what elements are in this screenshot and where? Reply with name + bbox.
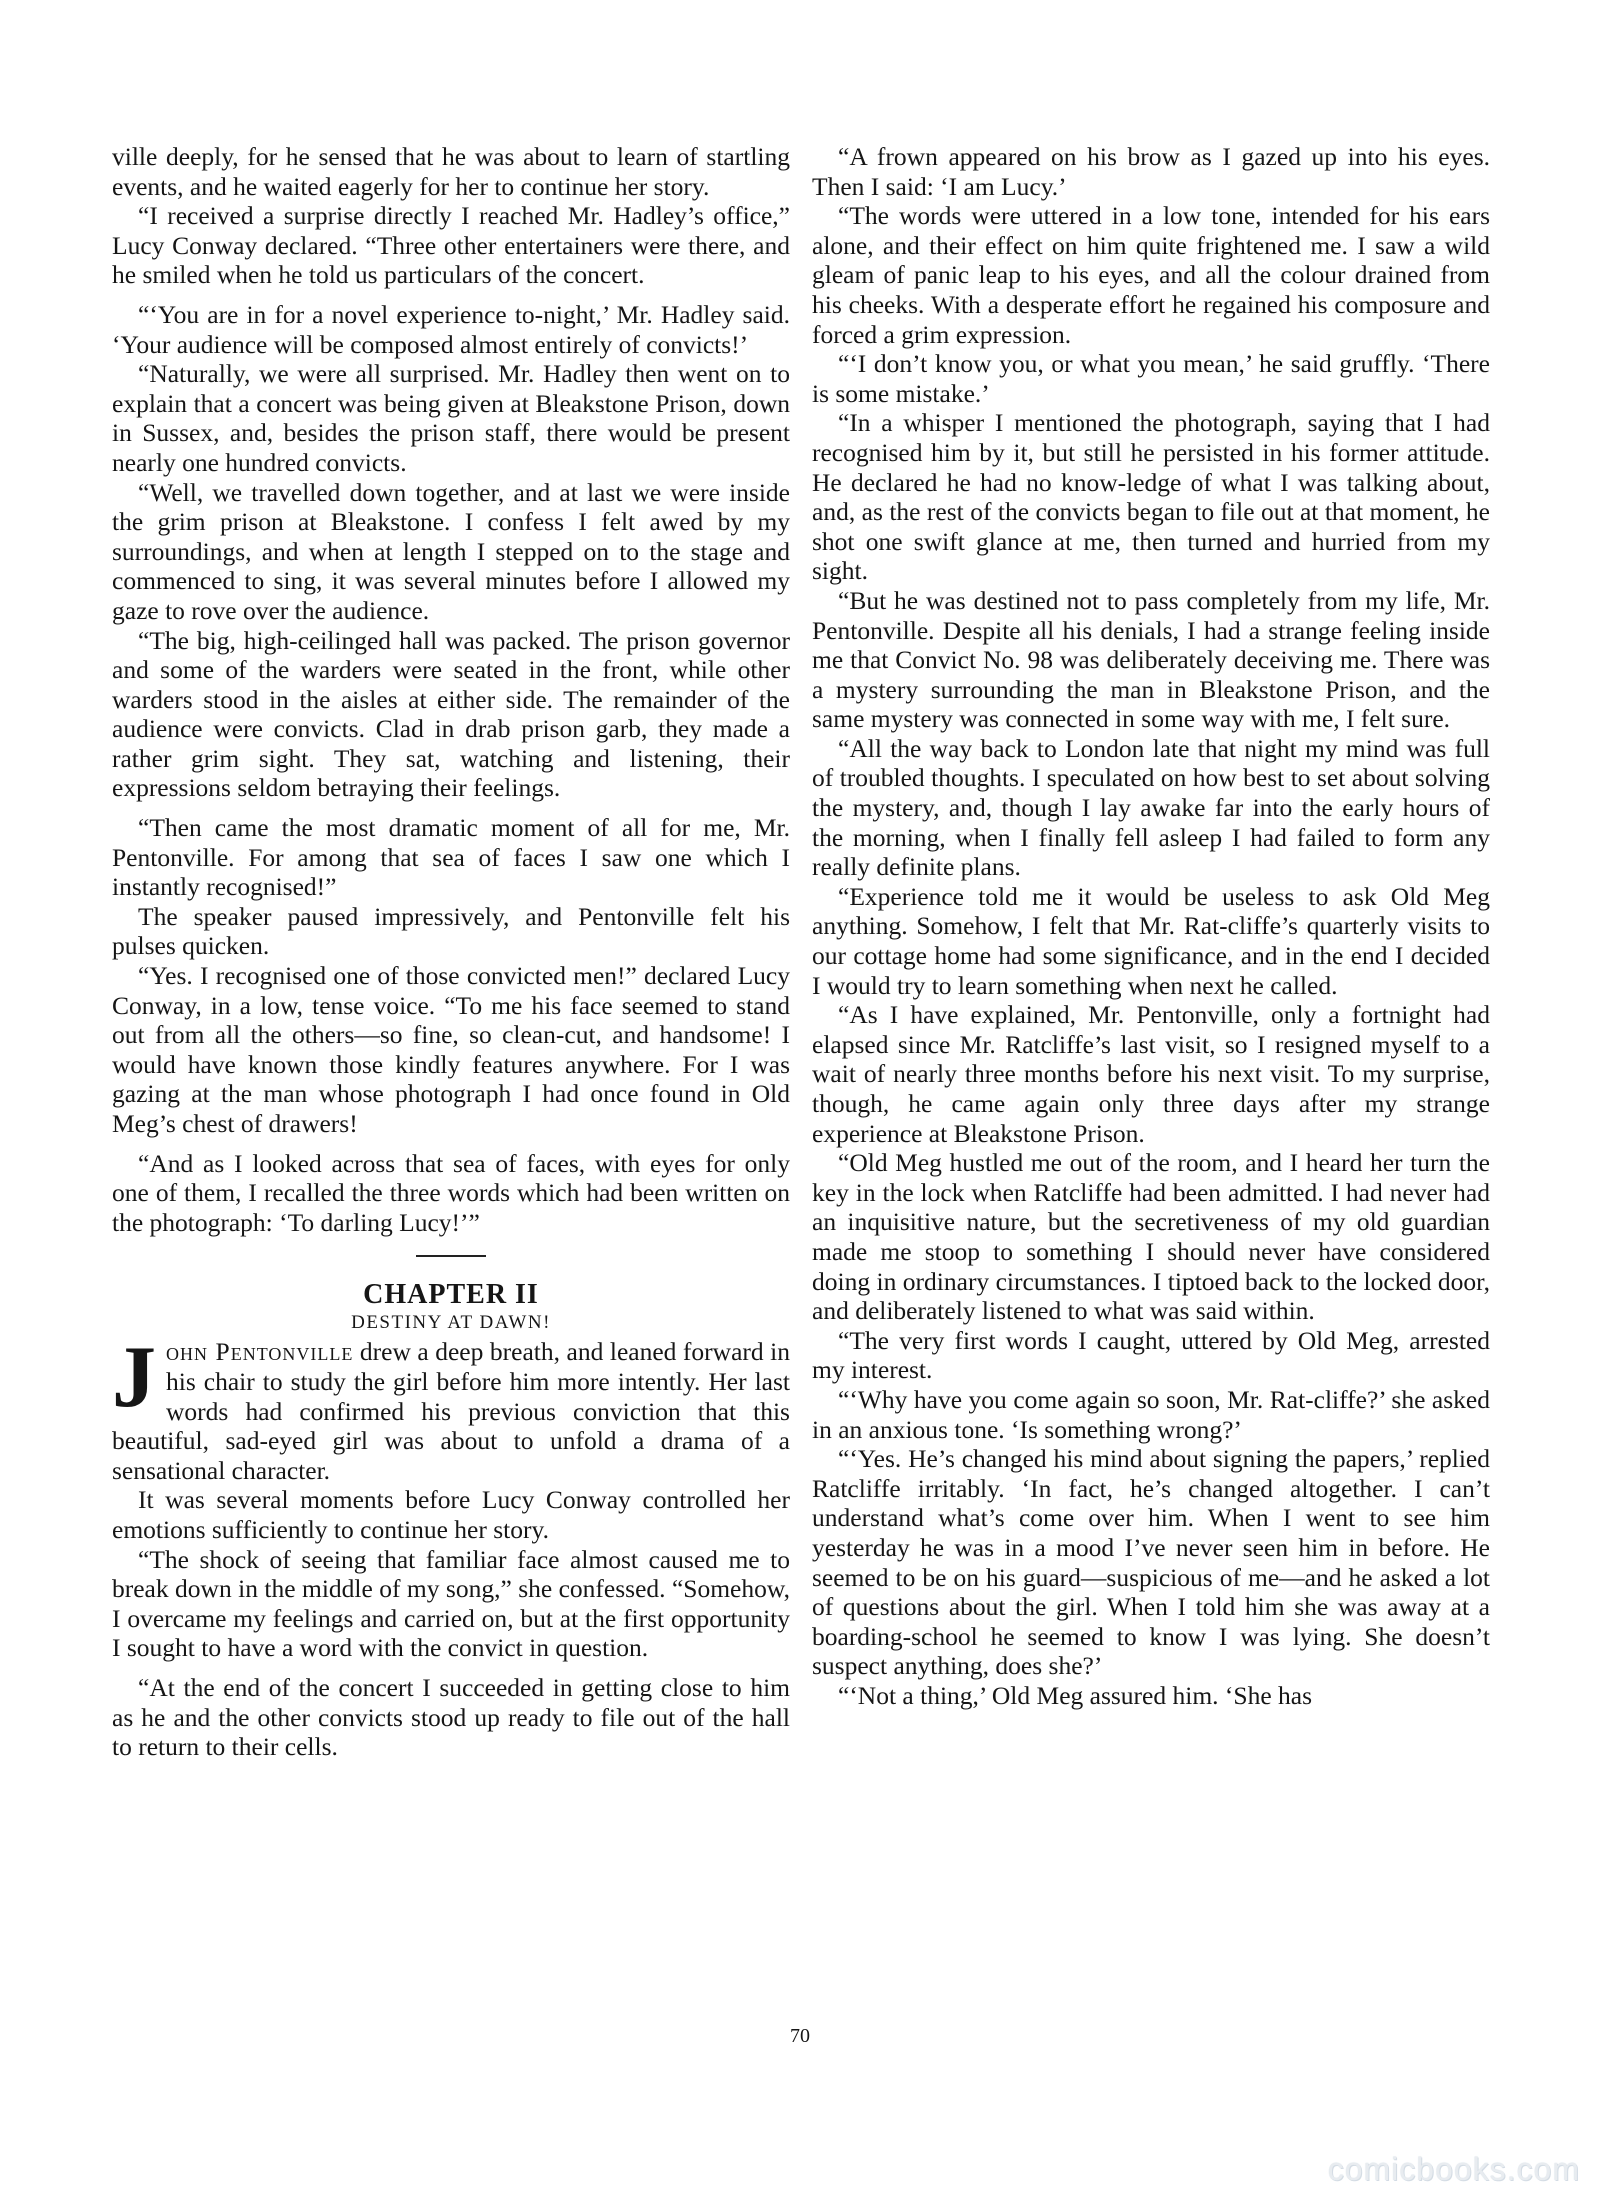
page-number: 70 [790,2025,810,2047]
chapter-opening-paragraph [112,1329,790,1485]
paragraph: “As I have explained, Mr. Pentonville, only a fortnight had elapsed since Mr. Ratcliffe’s last visit, so I resigned myself to a wait of nearly three months before his next visit. To my surprise, though, he came again only three days after my strange experience at Bleakstone Prison. [812,1000,1490,1148]
paragraph: “Then came the most dramatic moment of all for me, Mr. Pentonville. For among that sea of faces I saw one which I instantly recognised!” [112,813,790,902]
paragraph: “‘Yes. He’s changed his mind about signing the papers,’ replied Ratcliffe irritably. ‘In fact, he’s changed altogether. I can’t understand what’s come over him. When I went to see him yesterday he was in a mood I’ve never seen him in before. He seemed to be on his guard—suspicious of me—and he asked a lot of questions about the girl. When I told him she was away at a boarding-school he seemed to know I was lying. She doesn’t suspect anything, does she?’ [812,1444,1490,1681]
paragraph: “The big, high-ceilinged hall was packed. The prison governor and some of the warders were seated in the front, while other warders stood in the aisles at either side. The remainder of the audience were convicts. Clad in drab prison garb, they made a rather grim sight. They sat, watching and listening, their expressions seldom betraying their feelings. [112,625,790,803]
right-column [812,142,1490,1710]
paragraph: The speaker paused impressively, and Pentonville felt his pulses quicken. [112,901,790,961]
drop-cap: J [112,1329,156,1427]
paragraph: “The shock of seeing that familiar face almost caused me to break down in the middle of my song,” she confessed. “Somehow, I overcame my feelings and carried on, but at the first opportunity I sought to have a word with the convict in question. [112,1544,790,1663]
paragraph: “Experience told me it would be useless to ask Old Meg anything. Somehow, I felt that Mr. Rat-cliffe’s quarterly visits to our cottage home had some significance, and in the end I decided I would try to learn something when next he called. [812,881,1490,1000]
paragraph: ville deeply, for he sensed that he was about to learn of startling events, and he waited eagerly for her to continue her story. [112,142,790,201]
paragraph: “And as I looked across that sea of faces, with eyes for only one of them, I recalled the three words which had been written on the photograph: ‘To darling Lucy!’” [112,1148,790,1237]
section-divider [416,1255,486,1257]
paragraph: “‘Why have you come again so soon, Mr. Rat-cliffe?’ she asked in an anxious tone. ‘Is something wrong?’ [812,1384,1490,1444]
left-column [112,142,790,1762]
site-watermark: comicbooks.com [1327,2151,1580,2187]
chapter-subtitle: DESTINY AT DAWN! [351,1312,551,1334]
opening-smallcaps: ohn Pentonville [166,1337,354,1367]
paragraph: “All the way back to London late that night my mind was full of troubled thoughts. I speculated on how best to set about solving the mystery, and, though I lay awake far into the early hours of the morning, when I finally fell asleep I had failed to form any really definite plans. [812,733,1490,882]
paragraph: “In a whisper I mentioned the photograph, saying that I had recognised him by it, but still he persisted in his former attitude. He declared he had no know-ledge of what I was talking about, and, as the rest of the convicts began to file out at that moment, he shot one swift glance at me, then turned and hurried from my sight. [812,408,1490,586]
paragraph: “‘Not a thing,’ Old Meg assured him. ‘She has [838,1680,1313,1710]
paragraph: “The words were uttered in a low tone, intended for his ears alone, and their effect on him quite frightened me. I saw a wild gleam of panic leap to his eyes, and all the colour drained from his cheeks. With a desperate effort he regained his composure and forced a grim expression. [812,201,1490,349]
paragraph: “Well, we travelled down together, and at last we were inside the grim prison at Bleakstone. I confess I felt awed by my surroundings, and when at length I stepped on to the stage and commenced to sing, it was several minutes before I allowed my gaze to rove over the audience. [112,477,790,625]
paragraph: “At the end of the concert I succeeded in getting close to him as he and the other convicts stood up ready to file out of the hall to return to their cells. [112,1672,790,1762]
paragraph: It was several moments before Lucy Conway controlled her emotions sufficiently to continue her story. [112,1485,790,1544]
chapter-title: CHAPTER II [363,1279,539,1311]
paragraph: “Naturally, we were all surprised. Mr. Hadley then went on to explain that a concert was being given at Bleakstone Prison, down in Sussex, and, besides the prison staff, there would be present nearly one hundred convicts. [112,359,790,477]
paragraph: “A frown appeared on his brow as I gazed up into his eyes. Then I said: ‘I am Lucy.’ [812,142,1490,201]
paragraph: “I received a surprise directly I reached Mr. Hadley’s office,” Lucy Conway declared. “Three other entertainers were there, and he smiled when he told us particulars of the concert. [112,201,790,290]
paragraph: “The very first words I caught, uttered by Old Meg, arrested my interest. [812,1325,1490,1385]
paragraph: “Old Meg hustled me out of the room, and I heard her turn the key in the lock when Ratcliffe had been admitted. I had never had an inquisitive nature, but the secretiveness of my old guardian made me stoop to something I should never have considered doing in ordinary circumstances. I tiptoed back to the locked door, and deliberately listened to what was said within. [812,1148,1490,1326]
paragraph: “But he was destined not to pass completely from my life, Mr. Pentonville. Despite all his denials, I had a strange feeling inside me that Convict No. 98 was deliberately deceiving me. There was a mystery surrounding the man in Bleakstone Prison, and the same mystery was connected in some way with me, I felt sure. [812,585,1490,734]
paragraph: “Yes. I recognised one of those convicted men!” declared Lucy Conway, in a low, tense voice. “To me his face seemed to stand out from all the others—so fine, so clean-cut, and handsome! I would have known those kindly features anywhere. For I was gazing at the man whose photograph I had once found in Old Meg’s chest of drawers! [112,961,790,1138]
paragraph: “‘I don’t know you, or what you mean,’ he said gruffly. ‘There is some mistake.’ [812,349,1490,408]
paragraph: “‘You are in for a novel experience to-night,’ Mr. Hadley said. ‘Your audience will be composed almost entirely of convicts!’ [112,299,790,359]
opening-text: drew a deep breath, and leaned forward in his chair to study the girl before him more intently. Her last words had confirmed his previous conviction that this beautiful, sad-eyed girl was about to unfold a drama of a sensational character. [112,1337,790,1485]
